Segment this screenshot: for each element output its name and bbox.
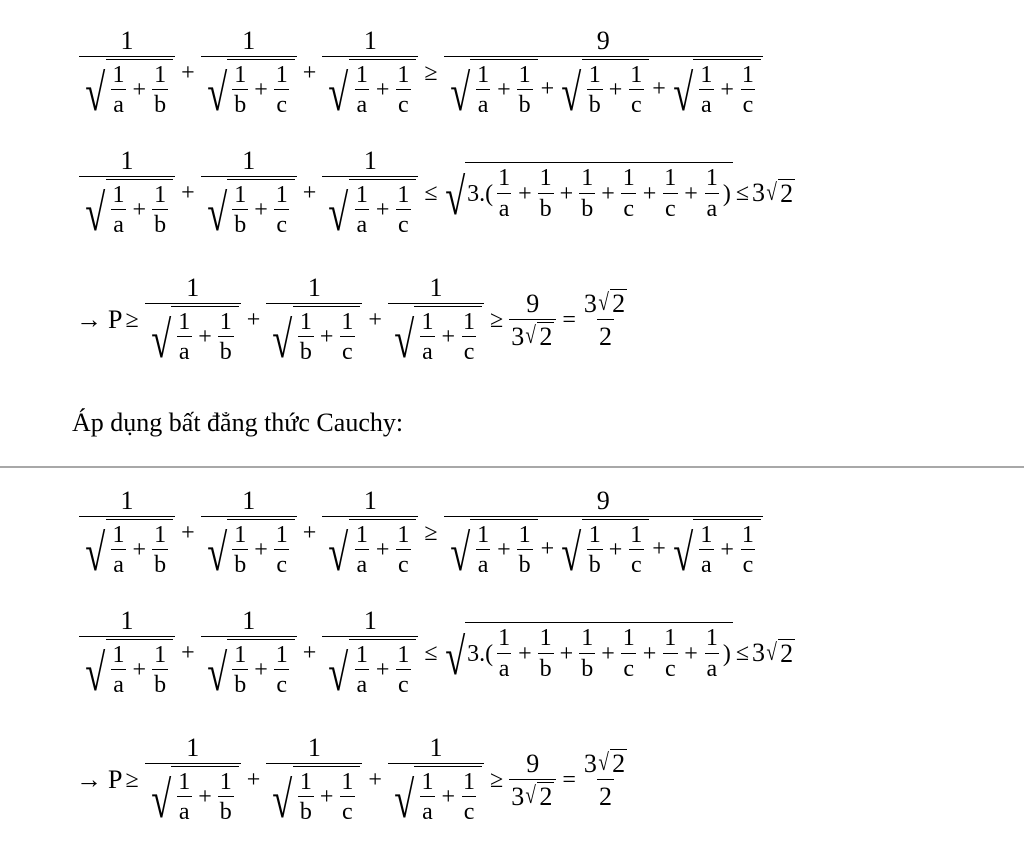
denominator: b (587, 89, 603, 120)
numerator: 1 (588, 61, 601, 88)
term-fraction (388, 273, 484, 370)
denominator: c (741, 549, 756, 580)
arrow: → (76, 305, 102, 335)
radicand: 2 (612, 289, 626, 319)
equation-line-2 (76, 606, 795, 703)
numerator: 9 (596, 486, 610, 515)
leq-sign: ≤ (424, 639, 438, 666)
radicand: 2 (539, 782, 553, 812)
term-fraction (201, 146, 297, 243)
plus-sign: + (319, 784, 334, 811)
denominator: c (629, 549, 644, 580)
plus-sign: + (497, 77, 511, 104)
variable-p: P (108, 305, 123, 335)
radicand: 2 (780, 638, 794, 668)
sqrt-sign: √ (272, 312, 293, 370)
denominator: a (705, 653, 720, 684)
numerator: 1 (477, 61, 490, 88)
sqrt-sign: √ (766, 639, 777, 666)
plus-sign: + (246, 306, 261, 333)
denominator: b (232, 549, 248, 580)
sqrt-sign: √ (328, 645, 349, 703)
numerator: 1 (363, 606, 377, 635)
sqrt-sign: √ (598, 749, 609, 776)
denominator: b (538, 193, 554, 224)
denominator: a (420, 796, 435, 827)
numerator: 9 (596, 26, 610, 55)
numerator: 1 (299, 308, 312, 335)
sqrt-sign: √ (598, 289, 609, 316)
numerator: 1 (234, 61, 247, 88)
plus-sign: + (319, 324, 334, 351)
sqrt-sign: √ (561, 525, 582, 583)
denominator: a (699, 89, 714, 120)
denominator: 2 (597, 319, 614, 352)
denominator: c (396, 209, 411, 240)
geq-sign: ≥ (424, 59, 438, 86)
numerator: 1 (429, 273, 443, 302)
term-fraction (79, 606, 175, 703)
denominator: a (177, 796, 192, 827)
numerator: 1 (741, 61, 754, 88)
plus-sign: + (254, 197, 268, 224)
numerator: 1 (112, 61, 125, 88)
sqrt-sign: √ (150, 312, 171, 370)
denominator: a (705, 193, 720, 224)
numerator: 1 (275, 641, 288, 668)
numerator: 1 (341, 768, 354, 795)
coefficient: 3 (752, 178, 765, 208)
plus-sign: + (246, 766, 261, 793)
denominator: c (274, 669, 289, 700)
denominator: c (663, 653, 678, 684)
denominator: a (497, 653, 512, 684)
plus-sign: + (642, 641, 657, 668)
numerator: 1 (518, 521, 531, 548)
term-fraction (79, 486, 175, 583)
coefficient: 3 (511, 321, 525, 351)
sqrt-sign: √ (444, 168, 465, 226)
equation-line-1 (76, 26, 766, 123)
plus-sign: + (181, 59, 195, 86)
numerator: 1 (186, 733, 200, 762)
plus-sign: + (132, 77, 147, 104)
term-fraction (79, 146, 175, 243)
plus-sign: + (375, 537, 390, 564)
numerator: 1 (307, 733, 321, 762)
denominator: c (629, 89, 644, 120)
numerator: 1 (242, 146, 256, 175)
plus-sign: + (132, 197, 147, 224)
equation-line-3 (76, 273, 632, 370)
sqrt-sign: √ (766, 179, 777, 206)
denominator: b (587, 549, 603, 580)
numerator: 1 (397, 641, 410, 668)
geq-sign: ≥ (490, 306, 504, 333)
geq-sign: ≥ (125, 306, 139, 333)
term-fraction (201, 26, 297, 123)
sqrt-sign: √ (328, 185, 349, 243)
sqrt-sign: √ (449, 525, 470, 583)
sqrt-sign: √ (85, 65, 106, 123)
numerator: 1 (154, 181, 167, 208)
plus-sign: + (608, 77, 623, 104)
numerator: 1 (120, 606, 134, 635)
plus-sign: + (497, 537, 511, 564)
numerator: 1 (363, 146, 377, 175)
numerator: 1 (664, 165, 677, 192)
numerator: 1 (397, 181, 410, 208)
sqrt-sign: √ (394, 772, 415, 830)
denominator: c (396, 89, 411, 120)
term-fraction (322, 26, 418, 123)
plus-sign: + (302, 639, 317, 666)
coefficient: 3.( (467, 641, 494, 668)
denominator: b (579, 653, 595, 684)
leq-sign: ≤ (424, 179, 438, 206)
denominator: b (517, 89, 533, 120)
plus-sign: + (559, 181, 574, 208)
equation-line-2 (76, 146, 795, 243)
denominator: a (497, 193, 512, 224)
nine-over-three-sqrt-two (509, 749, 556, 812)
numerator: 1 (275, 521, 288, 548)
numerator: 1 (463, 768, 476, 795)
numerator: 1 (242, 606, 256, 635)
equals-sign: = (562, 766, 576, 793)
denominator: b (232, 209, 248, 240)
denominator: c (396, 669, 411, 700)
plus-sign: + (559, 641, 574, 668)
numerator: 1 (363, 486, 377, 515)
sqrt-sign: √ (206, 525, 227, 583)
numerator: 1 (705, 625, 718, 652)
plus-sign: + (652, 75, 666, 102)
caption-text: Áp dụng bất đẳng thức Cauchy: (72, 408, 404, 437)
numerator: 1 (588, 521, 601, 548)
numerator: 1 (630, 61, 643, 88)
numerator: 1 (178, 768, 191, 795)
plus-sign: + (540, 75, 555, 102)
coefficient: 3 (583, 288, 597, 318)
denominator: b (298, 796, 314, 827)
plus-sign: + (601, 181, 615, 208)
plus-sign: + (254, 657, 268, 684)
plus-sign: + (368, 766, 382, 793)
numerator: 1 (700, 521, 713, 548)
denominator: c (396, 549, 411, 580)
numerator: 1 (234, 641, 247, 668)
geq-sign: ≥ (490, 766, 504, 793)
numerator: 1 (463, 308, 476, 335)
numerator: 1 (154, 521, 167, 548)
plus-sign: + (684, 641, 698, 668)
denominator: a (355, 549, 370, 580)
numerator: 1 (477, 521, 490, 548)
equation-line-3 (76, 733, 632, 830)
denominator: b (152, 549, 168, 580)
term-fraction (79, 26, 175, 123)
plus-sign: + (652, 535, 666, 562)
sqrt-sign: √ (150, 772, 171, 830)
denominator: a (476, 549, 491, 580)
three-sqrt-two-over-two (582, 749, 629, 812)
denominator: c (621, 653, 636, 684)
plus-sign: + (132, 537, 147, 564)
rhs-fraction (444, 26, 763, 123)
sqrt-sign: √ (85, 645, 106, 703)
plus-sign: + (375, 657, 390, 684)
denominator: c (462, 336, 477, 367)
numerator: 1 (242, 26, 256, 55)
numerator: 1 (120, 146, 134, 175)
plus-sign: + (198, 784, 212, 811)
denominator: a (111, 89, 126, 120)
numerator: 1 (429, 733, 443, 762)
numerator: 1 (355, 181, 368, 208)
term-fraction (388, 733, 484, 830)
plus-sign: + (302, 59, 317, 86)
sqrt-sign: √ (394, 312, 415, 370)
coefficient: 3 (583, 748, 597, 778)
denominator: c (663, 193, 678, 224)
sum-sqrt (441, 162, 733, 226)
denominator: b (538, 653, 554, 684)
plus-sign: + (441, 324, 456, 351)
numerator: 1 (518, 61, 531, 88)
sqrt-sign: √ (561, 65, 582, 123)
plus-sign: + (181, 179, 195, 206)
numerator: 1 (539, 625, 552, 652)
numerator: 1 (154, 61, 167, 88)
variable-p: P (108, 765, 123, 795)
numerator: 1 (299, 768, 312, 795)
plus-sign: + (132, 657, 147, 684)
radicand: 2 (539, 322, 553, 352)
denominator: c (274, 549, 289, 580)
plus-sign: + (375, 77, 390, 104)
numerator: 1 (355, 641, 368, 668)
arrow: → (76, 765, 102, 795)
denominator: b (232, 669, 248, 700)
denominator: c (274, 209, 289, 240)
close-paren: ) (722, 641, 731, 668)
coefficient: 3 (752, 638, 765, 668)
denominator: a (420, 336, 435, 367)
numerator: 1 (700, 61, 713, 88)
numerator: 9 (526, 288, 540, 318)
sqrt-sign: √ (444, 628, 465, 686)
denominator: b (517, 549, 533, 580)
term-fraction (266, 733, 362, 830)
denominator: b (218, 336, 234, 367)
term-fraction (145, 273, 241, 370)
sum-sqrt (441, 622, 733, 686)
sqrt-sign: √ (85, 185, 106, 243)
denominator: 2 (597, 779, 614, 812)
radicand: 2 (780, 178, 794, 208)
plus-sign: + (375, 197, 390, 224)
plus-sign: + (181, 519, 195, 546)
geq-sign: ≥ (125, 766, 139, 793)
plus-sign: + (302, 179, 317, 206)
term-fraction (145, 733, 241, 830)
numerator: 1 (154, 641, 167, 668)
sqrt-sign: √ (449, 65, 470, 123)
numerator: 1 (275, 181, 288, 208)
sqrt-sign: √ (328, 525, 349, 583)
leq-sign: ≤ (735, 639, 749, 666)
numerator: 1 (363, 26, 377, 55)
plus-sign: + (181, 639, 195, 666)
plus-sign: + (540, 535, 555, 562)
numerator: 1 (498, 165, 511, 192)
plus-sign: + (601, 641, 615, 668)
numerator: 1 (242, 486, 256, 515)
denominator: a (699, 549, 714, 580)
plus-sign: + (518, 181, 532, 208)
plus-sign: + (441, 784, 456, 811)
plus-sign: + (684, 181, 698, 208)
sqrt-sign: √ (673, 65, 694, 123)
numerator: 1 (341, 308, 354, 335)
denominator: c (621, 193, 636, 224)
denominator: a (177, 336, 192, 367)
divider (0, 466, 1024, 468)
numerator: 1 (178, 308, 191, 335)
equation-line-1 (76, 486, 766, 583)
sqrt-sign: √ (272, 772, 293, 830)
numerator: 1 (219, 308, 232, 335)
numerator: 1 (234, 521, 247, 548)
denominator: a (355, 209, 370, 240)
numerator: 1 (120, 26, 134, 55)
sqrt-two (765, 639, 795, 667)
term-fraction (201, 606, 297, 703)
coefficient: 3 (511, 781, 525, 811)
sqrt-sign: √ (525, 782, 537, 809)
numerator: 1 (664, 625, 677, 652)
rhs-fraction (444, 486, 763, 583)
denominator: c (340, 796, 355, 827)
plus-sign: + (720, 77, 734, 104)
equals-sign: = (562, 306, 576, 333)
numerator: 1 (112, 521, 125, 548)
denominator: b (232, 89, 248, 120)
plus-sign: + (720, 537, 734, 564)
sqrt-sign: √ (85, 525, 106, 583)
numerator: 1 (581, 625, 594, 652)
numerator: 1 (397, 521, 410, 548)
numerator: 1 (539, 165, 552, 192)
numerator: 1 (186, 273, 200, 302)
numerator: 1 (112, 641, 125, 668)
denominator: b (298, 336, 314, 367)
numerator: 1 (630, 521, 643, 548)
denominator: b (579, 193, 595, 224)
sqrt-sign: √ (328, 65, 349, 123)
numerator: 1 (581, 165, 594, 192)
sqrt-two (765, 179, 795, 207)
numerator: 1 (705, 165, 718, 192)
sqrt-sign: √ (206, 185, 227, 243)
plus-sign: + (302, 519, 317, 546)
numerator: 1 (397, 61, 410, 88)
sqrt-sign: √ (206, 65, 227, 123)
numerator: 1 (421, 308, 434, 335)
geq-sign: ≥ (424, 519, 438, 546)
numerator: 1 (355, 61, 368, 88)
plus-sign: + (198, 324, 212, 351)
nine-over-three-sqrt-two (509, 289, 556, 352)
term-fraction (322, 606, 418, 703)
denominator: b (152, 89, 168, 120)
denominator: a (355, 89, 370, 120)
coefficient: 3.( (467, 181, 494, 208)
denominator: a (476, 89, 491, 120)
plus-sign: + (368, 306, 382, 333)
plus-sign: + (608, 537, 623, 564)
denominator: a (111, 549, 126, 580)
term-fraction (266, 273, 362, 370)
numerator: 1 (622, 625, 635, 652)
numerator: 1 (112, 181, 125, 208)
plus-sign: + (254, 77, 268, 104)
denominator: a (355, 669, 370, 700)
sqrt-sign: √ (673, 525, 694, 583)
numerator: 1 (355, 521, 368, 548)
numerator: 1 (307, 273, 321, 302)
denominator: b (218, 796, 234, 827)
numerator: 1 (421, 768, 434, 795)
plus-sign: + (254, 537, 268, 564)
numerator: 1 (498, 625, 511, 652)
numerator: 1 (275, 61, 288, 88)
numerator: 9 (526, 748, 540, 778)
denominator: b (152, 669, 168, 700)
numerator: 1 (234, 181, 247, 208)
term-fraction (322, 486, 418, 583)
denominator: c (462, 796, 477, 827)
close-paren: ) (722, 181, 731, 208)
denominator: a (111, 669, 126, 700)
plus-sign: + (642, 181, 657, 208)
numerator: 1 (120, 486, 134, 515)
numerator: 1 (219, 768, 232, 795)
radicand: 2 (612, 749, 626, 779)
plus-sign: + (518, 641, 532, 668)
denominator: b (152, 209, 168, 240)
denominator: c (340, 336, 355, 367)
sqrt-sign: √ (525, 322, 537, 349)
leq-sign: ≤ (735, 179, 749, 206)
three-sqrt-two-over-two (582, 289, 629, 352)
term-fraction (322, 146, 418, 243)
denominator: c (274, 89, 289, 120)
numerator: 1 (622, 165, 635, 192)
denominator: a (111, 209, 126, 240)
denominator: c (741, 89, 756, 120)
term-fraction (201, 486, 297, 583)
sqrt-sign: √ (206, 645, 227, 703)
numerator: 1 (741, 521, 754, 548)
